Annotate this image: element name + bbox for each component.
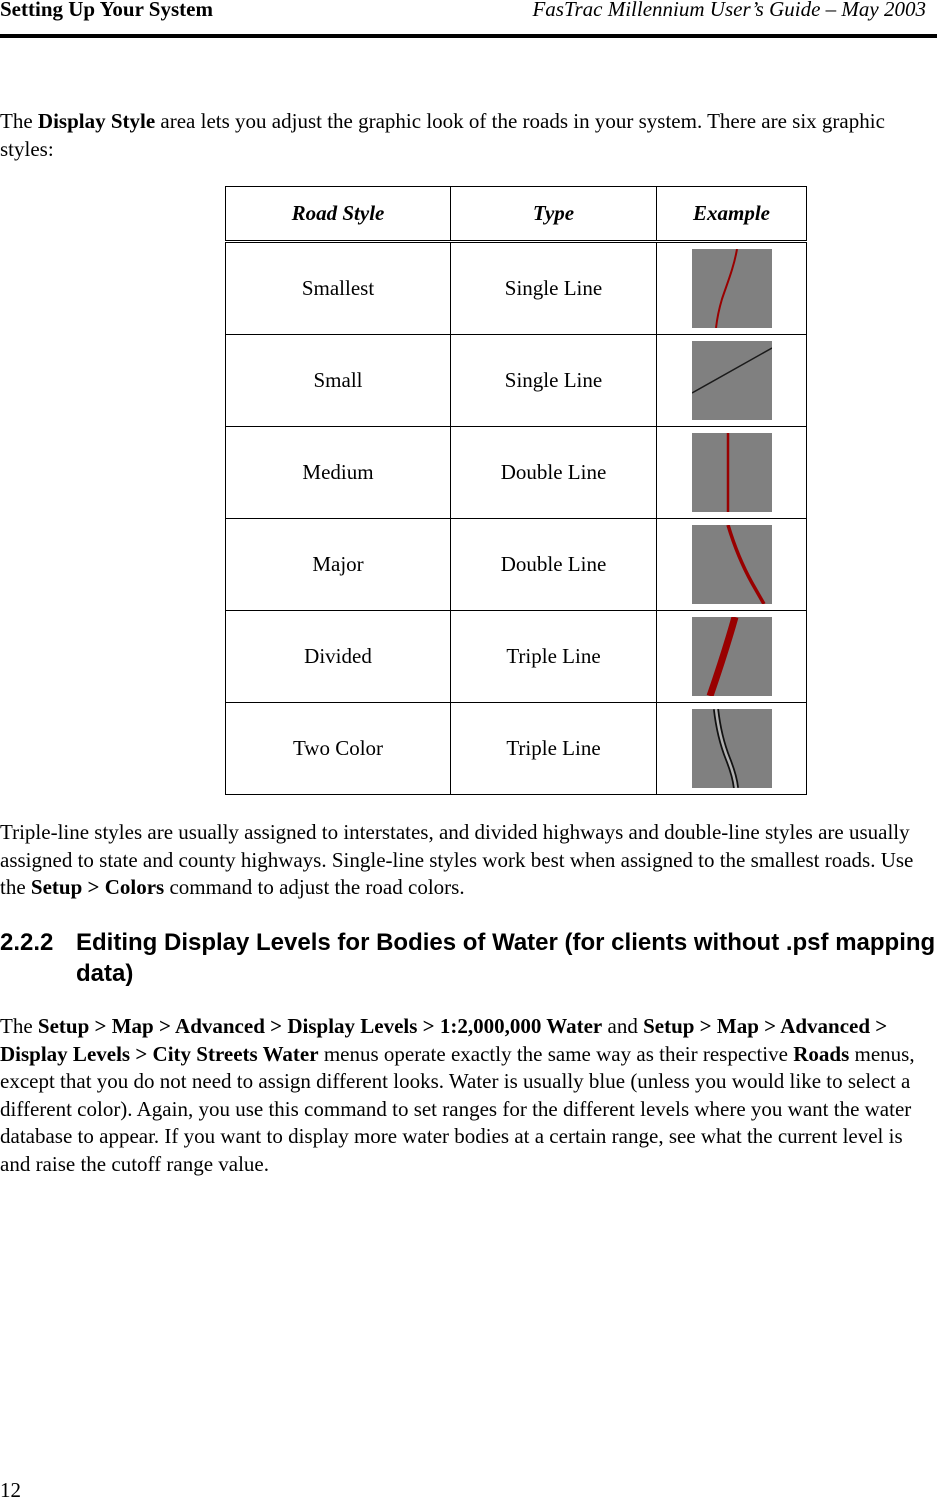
col-header-example: Example — [657, 187, 807, 242]
header-guide-title: FasTrac Millennium User’s Guide – May 2003 — [532, 0, 926, 21]
example-cell — [657, 611, 807, 703]
two-color-road-sample — [692, 709, 772, 788]
col-header-type: Type — [451, 187, 657, 242]
road-style-cell: Major — [226, 519, 451, 611]
table-row — [226, 519, 807, 611]
section-title: Editing Display Levels for Bodies of Water (for clients without .psf mapping data) — [76, 929, 936, 987]
example-cell — [657, 703, 807, 795]
table-row — [226, 242, 807, 335]
water-levels-paragraph: The Setup > Map > Advanced > Display Levels > 1:2,000,000 Water and Setup > Map > Advanced > Display Levels > City Streets Water menus operate exactly the same way as their respective Roads menus, except that you do not need to assign different looks. Water is usually blue (unless you would like to select a different color). Again, you use this command to set ranges for the different levels where you want the water database to appear. If you want to display more water bodies at a certain range, see what the current level is and raise the cutoff range value. — [0, 1014, 915, 1176]
line-type-cell: Triple Line — [451, 703, 657, 795]
line-type-cell: Single Line — [451, 242, 657, 335]
example-cell — [657, 242, 807, 335]
col-header-road-style: Road Style — [226, 187, 451, 242]
table-header-row — [226, 187, 807, 242]
line-type-cell: Double Line — [451, 427, 657, 519]
header-section-title: Setting Up Your System — [0, 0, 213, 21]
example-cell — [657, 335, 807, 427]
small-road-sample — [692, 341, 772, 420]
example-cell — [657, 427, 807, 519]
table-row — [226, 335, 807, 427]
roads-menu-term: Roads — [793, 1041, 850, 1066]
header-rule — [0, 34, 937, 38]
medium-road-sample — [692, 433, 772, 512]
line-style-paragraph: Triple-line styles are usually assigned to interstates, and divided highways and double-line styles are usually assigned to state and county highways. Single-line styles work best when assigned to the smallest roads. Use the Setup > Colors command to adjust the road colors. — [0, 820, 914, 899]
page-header — [0, 0, 937, 40]
divided-road-sample — [692, 617, 772, 696]
water-menu-path-1: Setup > Map > Advanced > Display Levels > 1:2,000,000 Water — [37, 1014, 603, 1038]
display-style-term: Display Style — [37, 109, 156, 133]
major-road-sample — [692, 525, 772, 604]
road-style-cell: Smallest — [226, 242, 451, 335]
line-type-cell: Triple Line — [451, 611, 657, 703]
line-type-cell: Double Line — [451, 519, 657, 611]
table-row — [226, 427, 807, 519]
table-row — [226, 703, 807, 795]
road-style-cell: Two Color — [226, 703, 451, 795]
road-style-cell: Small — [226, 335, 451, 427]
road-style-cell: Medium — [226, 427, 451, 519]
display-style-intro: The Display Style area lets you adjust the graphic look of the roads in your system. There are six graphic styles: — [0, 109, 885, 161]
page-number: 12 — [0, 1478, 21, 1502]
smallest-road-sample — [692, 249, 772, 328]
example-cell — [657, 519, 807, 611]
water-menu-path-2: Setup > Map > Advanced > Display Levels > City Streets Water — [0, 1014, 888, 1066]
line-type-cell: Single Line — [451, 335, 657, 427]
setup-colors-command: Setup > Colors — [30, 875, 165, 899]
road-style-cell: Divided — [226, 611, 451, 703]
section-number: 2.2.2 — [0, 929, 54, 956]
road-style-table — [225, 186, 807, 795]
table-row — [226, 611, 807, 703]
